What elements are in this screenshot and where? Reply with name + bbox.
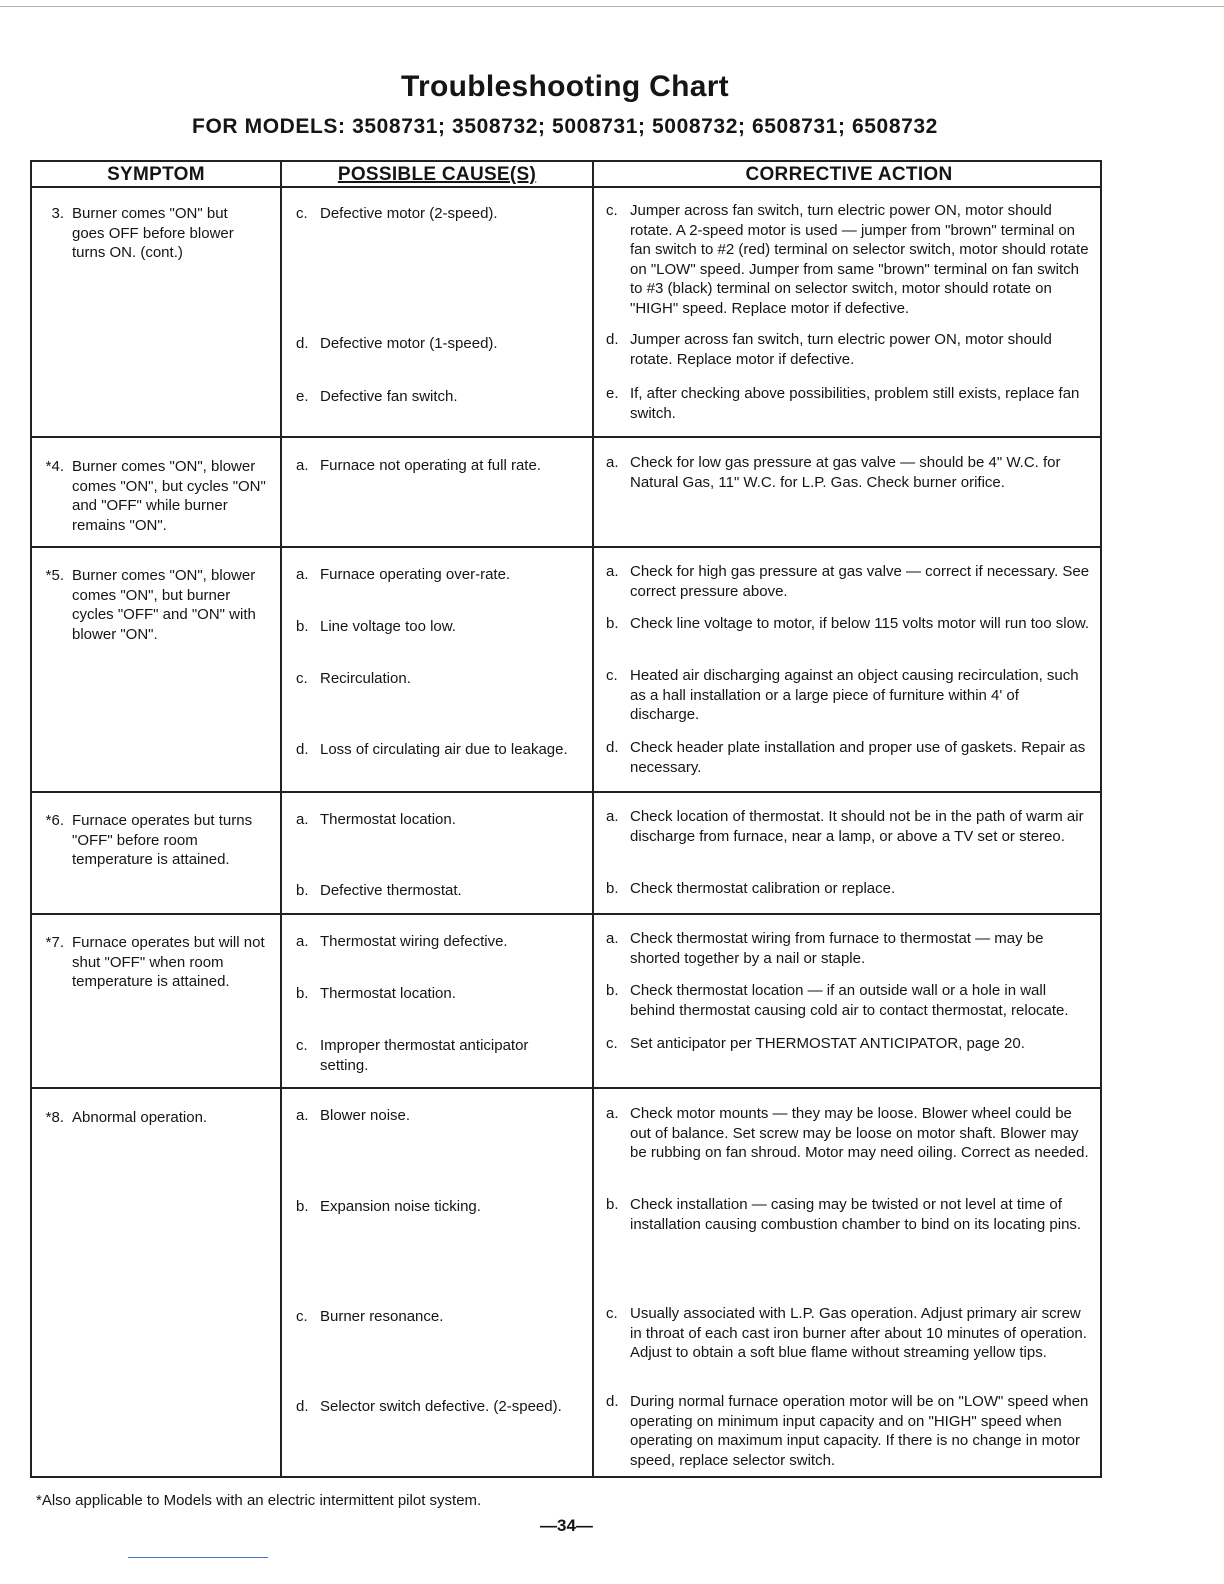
action-item [606,981,1092,1020]
cause-letter: d. [296,741,309,758]
symptom-number: *5. [45,567,64,584]
cause-text: Recirculation. [320,670,411,687]
cause-item [296,1197,576,1217]
cause-letter: b. [296,1198,309,1215]
cause-item [296,334,576,354]
top-rule [0,6,1224,7]
symptom-number: *4. [45,458,64,475]
action-text: Jumper across fan switch, turn electric power ON, motor should rotate. A 2-speed motor is used — jumper from "brown" terminal on fan switch to #2 (red) terminal on selector switch, motor should rotate on "LOW" speed. Jumper from same "brown" terminal on fan switch to #3 (black) terminal on selector switch, motor should rotate on "HIGH" speed. Replace motor if defective. [630,202,1089,317]
cause-letter: a. [296,811,309,828]
symptom-number: *7. [45,934,64,951]
action-letter: a. [606,1105,619,1122]
cause-text: Expansion noise ticking. [320,1198,481,1215]
cause-text: Line voltage too low. [320,618,456,635]
action-text: Usually associated with L.P. Gas operation. Adjust primary air screw in throat of each cast iron burner after about 10 minutes of operation. Adjust to obtain a soft blue flame without streaming yellow tips. [630,1305,1087,1361]
cause-item [296,1397,576,1417]
cause-item [296,456,576,476]
cause-text: Blower noise. [320,1107,411,1124]
cause-item [296,810,576,830]
action-text: Check location of thermostat. It should not be in the path of warm air discharge from furnace, near a lamp, or above a TV set or stereo. [630,808,1084,845]
cause-text: Burner resonance. [320,1308,444,1325]
cause-text: Furnace not operating at full rate. [320,457,541,474]
action-item [606,879,1092,899]
action-item [606,384,1092,423]
action-item [606,1034,1092,1054]
action-text: Check for low gas pressure at gas valve — should be 4" W.C. for Natural Gas, 11" W.C. for L.P. Gas. Check burner orifice. [630,454,1061,491]
action-letter: e. [606,385,619,402]
cause-text: Selector switch defective. (2-speed). [320,1398,562,1415]
cause-letter: b. [296,985,309,1002]
cause-item [296,1106,576,1126]
action-item [606,929,1092,968]
symptom-text: Furnace operates but will not shut "OFF" when room temperature is attained. [72,934,265,990]
action-letter: c. [606,202,618,219]
action-letter: b. [606,880,619,897]
column-divider [592,162,594,1476]
cause-item [296,1036,576,1075]
symptom-number: *6. [45,812,64,829]
action-item [606,1304,1092,1363]
action-letter: c. [606,1035,618,1052]
symptom-text: Burner comes "ON" but goes OFF before blower turns ON. (cont.) [72,205,234,261]
action-item [606,453,1092,492]
footnote: *Also applicable to Models with an electric intermittent pilot system. [36,1492,482,1509]
cause-letter: d. [296,335,309,352]
action-item [606,666,1092,725]
cause-text: Thermostat location. [320,985,456,1002]
troubleshooting-table [30,160,1102,1478]
header-causes [282,164,592,186]
symptom-text: Abnormal operation. [72,1109,208,1126]
cause-item [296,565,576,585]
cause-text: Defective fan switch. [320,388,458,405]
cause-item [296,387,576,407]
action-text: Check thermostat wiring from furnace to thermostat — may be shorted together by a nail or staple. [630,930,1044,967]
symptom-cell [36,566,262,644]
symptom-cell [36,933,276,992]
action-letter: b. [606,982,619,999]
action-letter: a. [606,454,619,471]
header-actions: CORRECTIVE ACTION [745,164,953,185]
cause-item [296,740,576,760]
cause-letter: c. [296,1037,308,1054]
cause-text: Defective thermostat. [320,882,462,899]
symptom-cell [36,1108,262,1128]
cause-letter: c. [296,1308,308,1325]
action-text: Check for high gas pressure at gas valve — correct if necessary. See correct pressure above. [630,563,1090,600]
action-text: Jumper across fan switch, turn electric power ON, motor should rotate. Replace motor if defective. [630,331,1052,368]
cause-text: Thermostat location. [320,811,456,828]
cause-item [296,984,576,1004]
cause-letter: a. [296,457,309,474]
cause-letter: b. [296,882,309,899]
action-text: Check installation — casing may be twisted or not level at time of installation causing combustion chamber to bind on its locating pins. [630,1196,1082,1233]
action-text: Check header plate installation and proper use of gaskets. Repair as necessary. [630,739,1086,776]
action-letter: c. [606,667,618,684]
symptom-number: *8. [45,1109,64,1126]
cause-letter: c. [296,670,308,687]
symptom-cell [36,457,276,535]
action-item [606,201,1092,318]
symptom-text: Burner comes "ON", blower comes "ON", but burner cycles "OFF" and "ON" with blower "ON". [72,567,256,643]
cause-letter: c. [296,205,308,222]
action-item [606,807,1092,846]
symptom-cell [36,204,262,263]
cause-item [296,881,576,901]
cause-text: Furnace operating over-rate. [320,566,511,583]
action-letter: b. [606,615,619,632]
cause-letter: e. [296,388,309,405]
cause-item [296,1307,576,1327]
cause-text: Improper thermostat anticipator setting. [320,1037,529,1074]
cause-item [296,617,576,637]
bottom-rule [128,1557,268,1558]
action-letter: d. [606,331,619,348]
cause-item [296,669,576,689]
row-divider [32,913,1100,915]
action-item [606,562,1092,601]
page-number: —34— [540,1516,593,1535]
row-divider [32,546,1100,548]
action-item [606,614,1092,634]
action-text: Check line voltage to motor, if below 115 volts motor will run too slow. [630,615,1090,632]
cause-text: Defective motor (2-speed). [320,205,498,222]
cause-letter: a. [296,566,309,583]
cause-item [296,932,576,952]
action-letter: c. [606,1305,618,1322]
cause-text: Defective motor (1-speed). [320,335,498,352]
row-divider [32,791,1100,793]
header-divider [32,186,1100,188]
action-letter: d. [606,739,619,756]
symptom-text: Burner comes "ON", blower comes "ON", but cycles "ON" and "OFF" while burner remains "ON". [72,458,266,534]
action-text: Heated air discharging against an object causing recirculation, such as a hall installation or a large piece of furniture within 4' of discharge. [630,667,1079,723]
cause-letter: a. [296,1107,309,1124]
cause-letter: a. [296,933,309,950]
cause-item [296,204,576,224]
symptom-number: 3. [51,205,64,222]
action-letter: a. [606,808,619,825]
action-item [606,1104,1092,1163]
action-item [606,738,1092,777]
symptom-cell [36,811,262,870]
action-letter: a. [606,563,619,580]
models-subtitle: FOR MODELS: 3508731; 3508732; 5008731; 5008732; 6508731; 6508732 [192,115,938,138]
action-item [606,1392,1092,1470]
action-text: If, after checking above possibilities, problem still exists, replace fan switch. [630,385,1080,422]
symptom-text: Furnace operates but turns "OFF" before room temperature is attained. [72,812,253,868]
cause-text: Loss of circulating air due to leakage. [320,741,568,758]
action-letter: a. [606,930,619,947]
cause-letter: d. [296,1398,309,1415]
column-divider [280,162,282,1476]
cause-letter: b. [296,618,309,635]
action-text: Set anticipator per THERMOSTAT ANTICIPATOR, page 20. [630,1035,1025,1052]
action-text: Check thermostat location — if an outside wall or a hole in wall behind thermostat causing cold air to contact thermostat, relocate. [630,982,1069,1019]
row-divider [32,1087,1100,1089]
action-text: Check thermostat calibration or replace. [630,880,896,897]
action-text: During normal furnace operation motor will be on "LOW" speed when operating on minimum input capacity and on "HIGH" speed when operating on maximum input capacity. If there is no change in motor speed, replace selector switch. [630,1393,1089,1469]
header-symptom: SYMPTOM [107,164,205,185]
action-text: Check motor mounts — they may be loose. Blower wheel could be out of balance. Set screw may be loose on motor shaft. Blower may be rubbing on fan shroud. Motor may need oiling. Correct as needed. [630,1105,1089,1161]
action-item [606,1195,1092,1234]
action-item [606,330,1092,369]
page-title: Troubleshooting Chart [401,70,729,103]
action-letter: d. [606,1393,619,1410]
cause-text: Thermostat wiring defective. [320,933,508,950]
row-divider [32,436,1100,438]
header-causes-label: POSSIBLE CAUSE(S) [337,164,537,185]
action-letter: b. [606,1196,619,1213]
